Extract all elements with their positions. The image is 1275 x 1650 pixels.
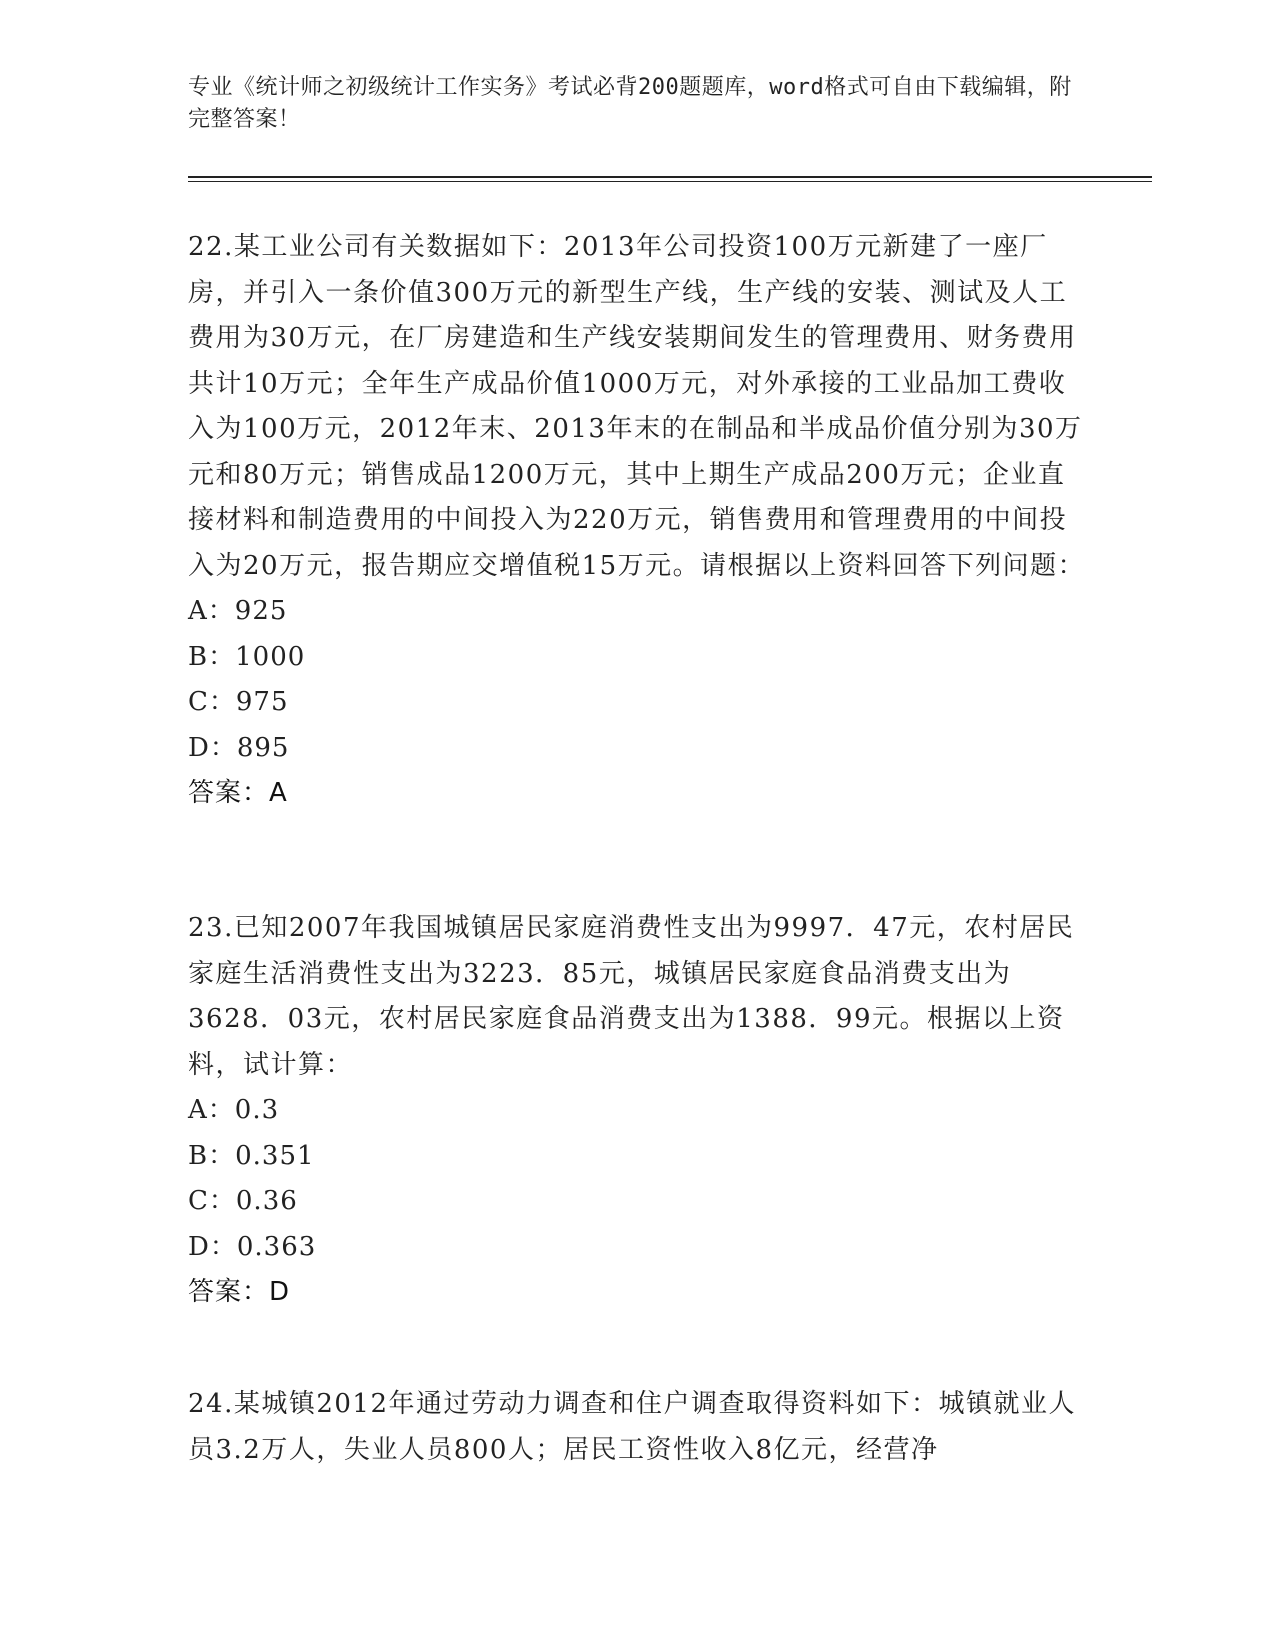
option-b: B：1000 xyxy=(188,641,306,672)
option-a: A：925 xyxy=(188,596,288,626)
question-22 xyxy=(188,225,1088,817)
header-divider-thin xyxy=(188,181,1152,182)
question-stem: 22.某工业公司有关数据如下：2013年公司投资100万元新建了一座厂房，并引入一条价值300万元的新型生产线，生产线的安装、测试及人工费用为30万元，在厂房建造和生产线安装期间发生的管理费用、财务费用共计10万元；全年生产成品价值1000万元，对外承接的工业品加工费收入为100万元，2012年末、2013年末的在制品和半成品价值分别为30万元和80万元；销售成品1200万元，其中上期生产成品200万元；企业直接材料和制造费用的中间投入为220万元，销售费用和管理费用的中间投入为20万元，报告期应交增值税15万元。请根据以上资料回答下列问题： xyxy=(188,232,1086,581)
option-d: D：0.363 xyxy=(188,1231,317,1262)
question-stem: 24.某城镇2012年通过劳动力调查和住户调查取得资料如下：城镇就业人员3.2万人，失业人员800人；居民工资性收入8亿元，经营净 xyxy=(188,1389,1077,1465)
answer-line: 答案：A xyxy=(188,778,288,808)
option-a: A：0.3 xyxy=(188,1095,280,1125)
question-23 xyxy=(188,906,1088,1316)
option-b: B：0.351 xyxy=(188,1140,315,1171)
question-24 xyxy=(188,1382,1088,1473)
option-c: C：975 xyxy=(188,687,289,717)
option-c: C：0.36 xyxy=(188,1186,298,1216)
question-stem: 23.已知2007年我国城镇居民家庭消费性支出为9997．47元，农村居民家庭生活消费性支出为3223．85元，城镇居民家庭食品消费支出为3628．03元，农村居民家庭食品消费支出为1388．99元。根据以上资料，试计算： xyxy=(188,913,1075,1080)
header-divider xyxy=(188,176,1152,178)
document-header: 专业《统计师之初级统计工作实务》考试必背200题题库，word格式可自由下载编辑，附完整答案！ xyxy=(188,75,1072,132)
answer-line: 答案：D xyxy=(188,1277,291,1307)
option-d: D：895 xyxy=(188,732,290,763)
